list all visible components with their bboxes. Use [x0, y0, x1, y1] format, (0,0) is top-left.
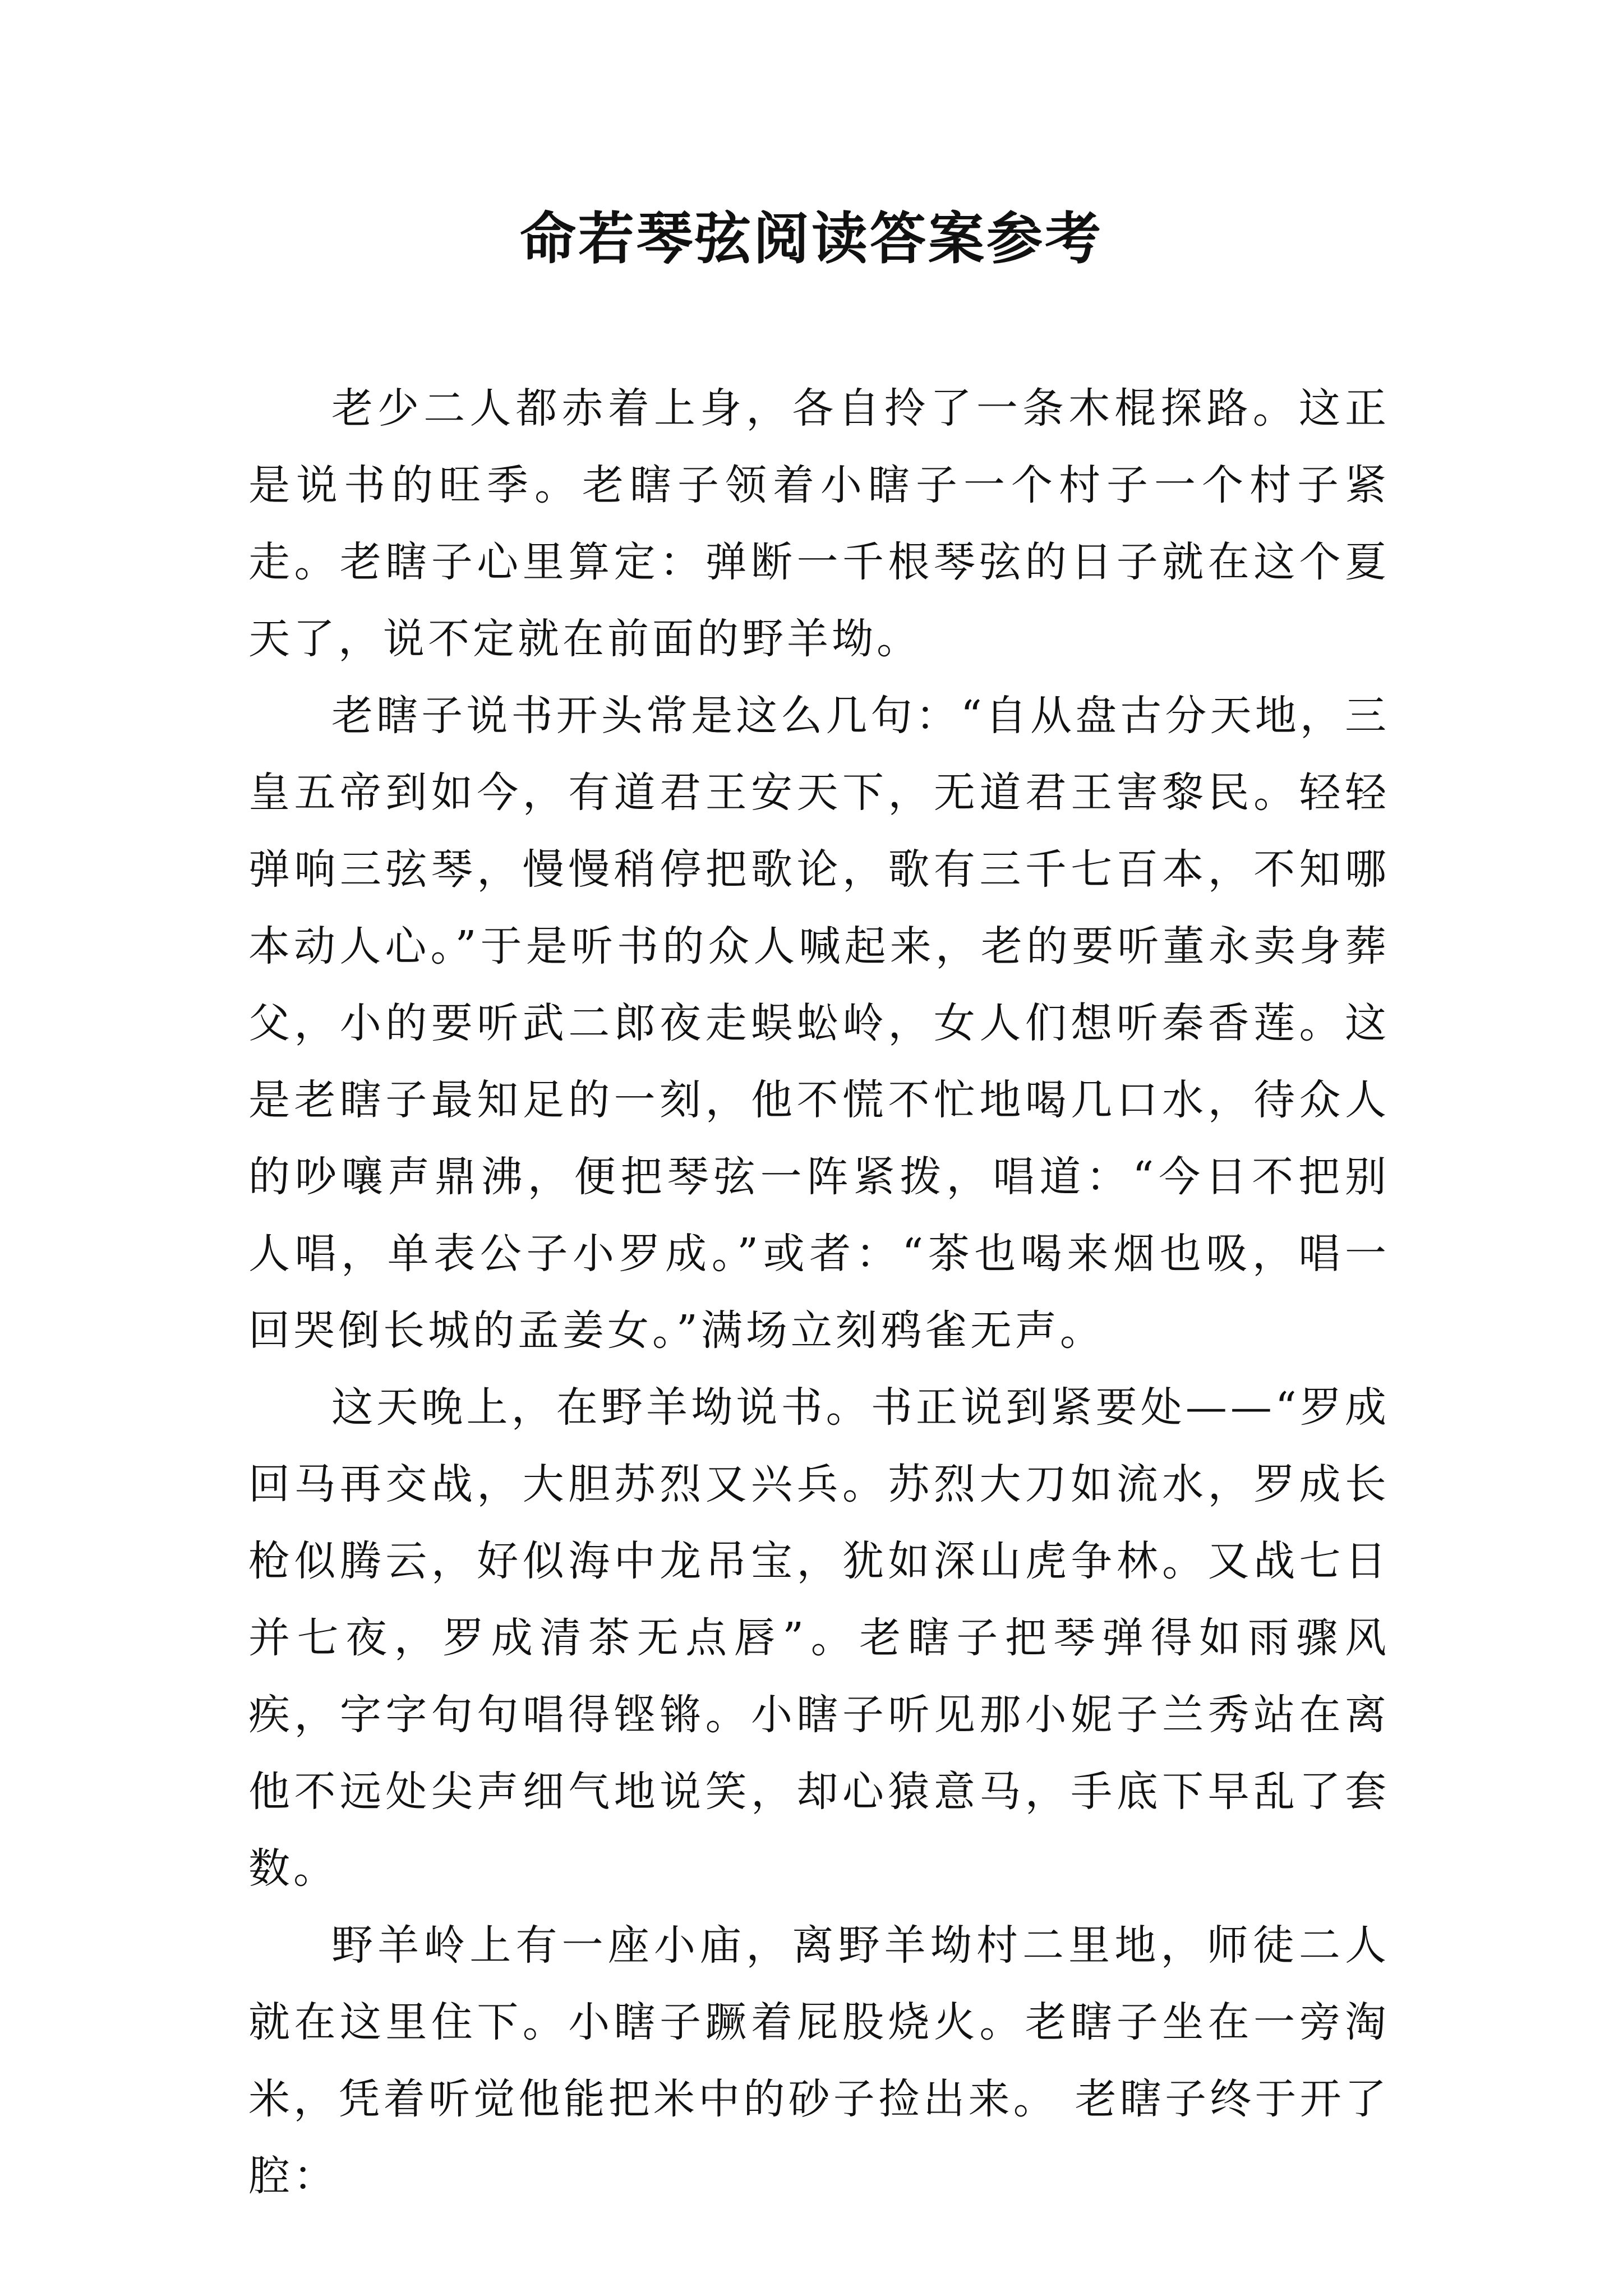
document-body [248, 370, 1390, 2215]
document-title: 命若琴弦阅读答案参考 [520, 205, 1103, 272]
paragraph-3: 这天晚上，在野羊坳说书。书正说到紧要处——“罗成回马再交战，大胆苏烈又兴兵。苏烈大刀如流水，罗成长枪似腾云，好似海中龙吊宝，犹如深山虎争林。又战七日并七夜，罗成清茶无点唇”。老瞎子把琴弹得如雨骤风疾，字字句句唱得铿锵。小瞎子听见那小妮子兰秀站在离他不远处尖声细气地说笑，却心猿意马，手底下早乱了套数。 [248, 1383, 1390, 1893]
paragraph-4: 野羊岭上有一座小庙，离野羊坳村二里地，师徒二人就在这里住下。小瞎子蹶着屁股烧火。老瞎子坐在一旁淘米，凭着听觉他能把米中的砂子捡出来。 老瞎子终于开了腔： [248, 1921, 1390, 2200]
paragraph-2: 老瞎子说书开头常是这么几句：“自从盘古分天地，三皇五帝到如今，有道君王安天下，无道君王害黎民。轻轻弹响三弦琴，慢慢稍停把歌论，歌有三千七百本，不知哪本动人心。”于是听书的众人喊起来，老的要听董永卖身葬父，小的要听武二郎夜走蜈蚣岭，女人们想听秦香莲。这是老瞎子最知足的一刻，他不慌不忙地喝几口水，待众人的吵嚷声鼎沸，便把琴弦一阵紧拨，唱道：“今日不把别人唱，单表公子小罗成。”或者：“茶也喝来烟也吸，唱一回哭倒长城的孟姜女。”满场立刻鸦雀无声。 [248, 692, 1390, 1355]
paragraph-1: 老少二人都赤着上身，各自拎了一条木棍探路。这正是说书的旺季。老瞎子领着小瞎子一个村子一个村子紧走。老瞎子心里算定：弹断一千根琴弦的日子就在这个夏天了，说不定就在前面的野羊坳。 [248, 384, 1390, 663]
